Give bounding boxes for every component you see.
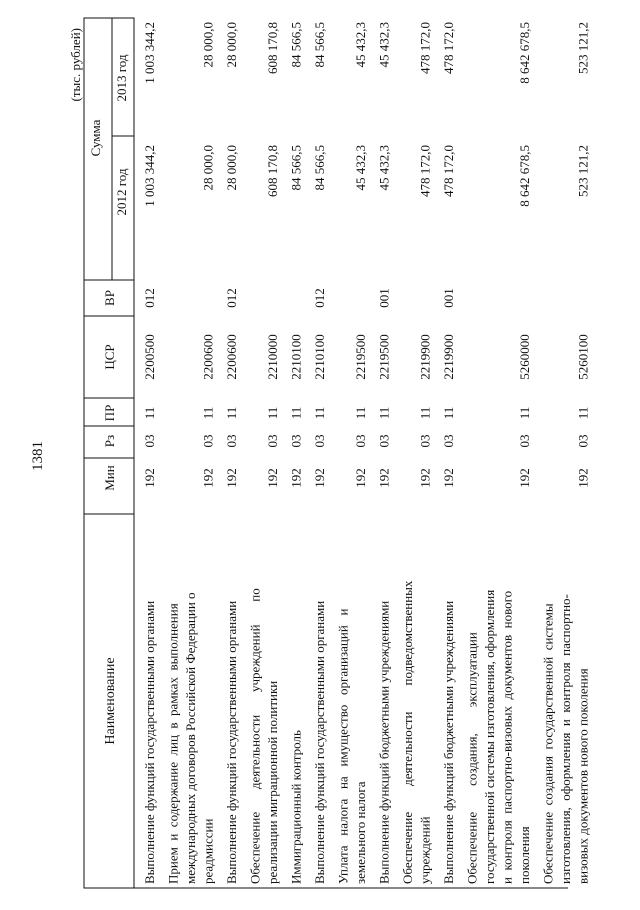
header-2013: 2013 год: [114, 54, 129, 102]
cell-csr: 2219500: [376, 334, 392, 380]
cell-y2013: 523 121,2: [575, 22, 591, 74]
cell-rz: 03: [575, 434, 591, 448]
row-name-line: международных договоров Российской Федерации о: [183, 592, 198, 884]
cell-csr: 5260000: [517, 334, 532, 380]
cell-csr: 2210100: [312, 334, 327, 380]
cell-y2012: 28 000,0: [224, 145, 239, 191]
cell-rz: 03: [441, 434, 456, 448]
cell-vr: 012: [142, 288, 157, 308]
row-name-line: Обеспечение создания государственной системы: [540, 603, 556, 884]
header-rz: Рз: [102, 434, 117, 448]
cell-rz: 03: [142, 434, 157, 448]
cell-min: 192: [376, 468, 392, 488]
cell-y2012: 8 642 678,5: [517, 145, 532, 207]
cell-rz: 03: [353, 434, 368, 448]
cell-min: 192: [575, 468, 591, 488]
cell-csr: 2210100: [288, 334, 304, 380]
cell-y2012: 478 172,0: [441, 145, 456, 197]
table-body: [142, 22, 591, 884]
table-row: [541, 22, 591, 884]
cell-min: 192: [312, 468, 327, 488]
table-row: [441, 22, 456, 884]
row-name-line: Обеспечение деятельности учреждений по: [247, 588, 263, 884]
cell-rz: 03: [376, 434, 392, 448]
cell-y2013: 28 000,0: [224, 22, 239, 68]
row-name-line: реализации миграционной политики: [265, 680, 280, 884]
row-name-line: Выполнение функций государственными органами: [312, 600, 327, 884]
cell-rz: 03: [200, 434, 216, 448]
table-row: [248, 22, 281, 884]
row-name-line: Иммиграционный контроль: [288, 730, 304, 884]
cell-y2013: 45 432,3: [376, 22, 392, 68]
cell-y2012: 1 003 344,2: [142, 145, 157, 207]
cell-pr: 11: [288, 406, 304, 420]
cell-pr: 11: [441, 406, 456, 420]
cell-pr: 11: [224, 406, 239, 420]
cell-pr: 11: [417, 406, 433, 420]
cell-y2012: 45 432,3: [353, 145, 368, 191]
cell-pr: 11: [200, 406, 216, 420]
cell-pr: 11: [142, 406, 157, 420]
cell-rz: 03: [417, 434, 433, 448]
cell-min: 192: [288, 468, 304, 488]
cell-min: 192: [224, 468, 239, 488]
cell-min: 192: [353, 468, 368, 488]
cell-pr: 11: [312, 406, 327, 420]
row-name-line: Выполнение функций бюджетными учреждениями: [376, 600, 392, 884]
table-row: [465, 22, 533, 884]
cell-csr: 2200500: [142, 334, 157, 380]
row-name-line: Прием и содержание лиц в рамках выполнения: [165, 603, 181, 884]
table-row: [166, 22, 216, 884]
cell-rz: 03: [265, 434, 280, 448]
cell-y2012: 478 172,0: [417, 145, 433, 197]
cell-csr: 2219900: [417, 334, 433, 380]
cell-rz: 03: [288, 434, 304, 448]
row-name-line: визовых документов нового поколения: [575, 668, 591, 884]
table-row: [289, 22, 304, 884]
cell-pr: 11: [265, 406, 280, 420]
table-row: [312, 22, 327, 884]
header-sum: Сумма: [88, 119, 103, 157]
cell-y2012: 45 432,3: [376, 145, 392, 191]
cell-y2012: 28 000,0: [200, 145, 216, 191]
cell-csr: 2200600: [224, 334, 239, 380]
header-min: Мин: [102, 465, 117, 491]
table-row: [400, 22, 433, 884]
cell-rz: 03: [312, 434, 327, 448]
cell-y2013: 608 170,8: [265, 22, 280, 74]
row-name-line: Выполнение функций государственными органами: [224, 600, 239, 884]
cell-rz: 03: [517, 434, 532, 448]
table-row: [336, 22, 369, 884]
row-name-line: земельного налога: [353, 781, 368, 884]
cell-rz: 03: [224, 434, 239, 448]
cell-csr: 5260100: [575, 334, 591, 380]
row-name-line: поколения: [517, 826, 532, 884]
cell-y2013: 478 172,0: [417, 22, 433, 74]
header-2012: 2012 год: [114, 168, 129, 216]
units-label: (тыс. рублей): [68, 28, 83, 102]
table-row: [377, 22, 392, 884]
table-row: [142, 22, 157, 884]
cell-vr: 012: [312, 288, 327, 308]
header-vr: ВР: [102, 290, 117, 306]
row-name-line: учреждений: [417, 816, 433, 884]
cell-y2012: 608 170,8: [265, 145, 280, 197]
cell-y2012: 523 121,2: [575, 145, 591, 197]
cell-y2013: 84 566,5: [288, 22, 304, 68]
row-name-line: Уплата налога на имущество организаций и: [335, 608, 351, 884]
row-name-line: Обеспечение деятельности подведомственных: [400, 580, 415, 884]
cell-y2012: 84 566,5: [288, 145, 304, 191]
cell-pr: 11: [575, 406, 591, 420]
cell-y2013: 84 566,5: [312, 22, 327, 68]
cell-min: 192: [441, 468, 456, 488]
row-name-line: Выполнение функций государственными органами: [142, 600, 157, 884]
header-pr: ПР: [102, 404, 117, 422]
row-name-line: Выполнение функций бюджетными учреждениями: [441, 600, 456, 884]
cell-csr: 2210000: [265, 334, 280, 380]
cell-y2013: 478 172,0: [441, 22, 456, 74]
cell-pr: 11: [353, 406, 368, 420]
cell-pr: 11: [376, 406, 392, 420]
cell-y2013: 28 000,0: [200, 22, 216, 68]
row-name-line: изготовления, оформления и контроля паспортно-: [558, 594, 573, 884]
cell-csr: 2219900: [441, 334, 456, 380]
header-csr: ЦСР: [102, 344, 117, 370]
cell-pr: 11: [517, 406, 532, 420]
cell-min: 192: [142, 468, 157, 488]
header-name: Наименование: [103, 657, 118, 745]
cell-y2013: 8 642 678,5: [517, 22, 532, 84]
cell-csr: 2219500: [353, 334, 368, 380]
page-number: 1381: [30, 441, 46, 471]
table-row: [224, 22, 239, 884]
cell-min: 192: [200, 468, 216, 488]
cell-min: 192: [517, 468, 532, 488]
row-name-line: государственной системы изготовления, оформления: [482, 589, 497, 884]
cell-vr: 012: [224, 288, 239, 308]
cell-vr: 001: [376, 288, 392, 308]
cell-min: 192: [265, 468, 280, 488]
cell-csr: 2200600: [200, 334, 216, 380]
row-name-line: и контроля паспортно-визовых документов нового: [499, 590, 515, 884]
cell-y2013: 45 432,3: [353, 22, 368, 68]
cell-y2012: 84 566,5: [312, 145, 327, 191]
cell-y2013: 1 003 344,2: [142, 22, 157, 84]
row-name-line: реадмиссии: [200, 818, 216, 884]
cell-vr: 001: [441, 288, 456, 308]
row-name-line: Обеспечение создания, эксплуатации: [464, 632, 480, 884]
cell-min: 192: [417, 468, 433, 488]
